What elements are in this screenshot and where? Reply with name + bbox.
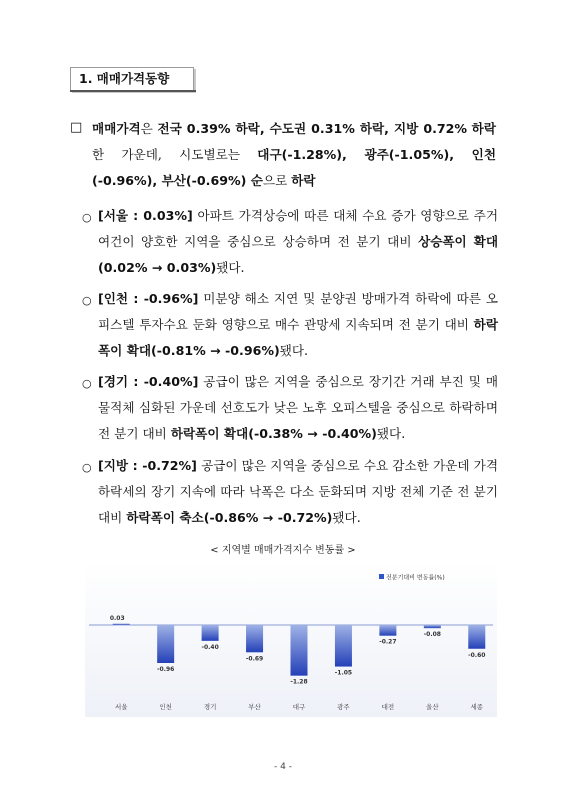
category-label-5: 광주	[337, 703, 350, 711]
bar-8	[468, 625, 485, 649]
region-lead: [지방 : -0.72%]	[98, 458, 197, 473]
region-body: 미분양 해소 지연 및 분양권 방매가격 하락에 따른 오피스텔 투자수요 둔화 영향으로 매수 관망세 지속되며 전 분기 대비	[98, 291, 498, 332]
region-lead: [경기 : -0.40%]	[98, 374, 199, 389]
section-heading	[70, 67, 194, 91]
square-bullet-icon: □	[70, 120, 83, 135]
region-paragraph-incheon	[98, 286, 498, 364]
chart-caption: < 지역별 매매가격지수 변동률 >	[210, 545, 356, 556]
summary-regions: 대구(-1.28%), 광주(-1.05%), 인천	[257, 147, 496, 162]
region-lead: [서울 : 0.03%]	[98, 208, 193, 223]
category-label-0: 서울	[114, 703, 128, 711]
category-label-6: 대전	[381, 703, 395, 711]
summary-decline: 하락	[471, 121, 496, 136]
summary-regions-cont: (-0.96%), 부산(-0.69%) 순	[92, 173, 263, 188]
region-highlight: 하락폭이 확대(-0.38% → -0.40%)	[170, 426, 377, 441]
category-label-1: 인천	[159, 703, 172, 711]
category-label-7: 울산	[426, 703, 439, 711]
summary-text-1: 은	[140, 121, 158, 136]
summary-national: 전국 0.39% 하락, 수도권 0.31% 하락, 지방 0.72%	[157, 121, 468, 136]
page-number: - 4 -	[274, 762, 292, 772]
data-label-5: -1.05	[334, 669, 353, 677]
data-label-3: -0.69	[245, 655, 264, 663]
data-label-6: -0.27	[379, 638, 397, 646]
category-label-2: 경기	[203, 703, 217, 711]
category-label-4: 대구	[292, 703, 306, 711]
region-highlight: 하락폭이 축소(-0.86% → -0.72%)	[126, 510, 333, 525]
heading-underline	[70, 90, 196, 92]
section-title: 1. 매매가격동향	[79, 71, 170, 86]
summary-text-2: 한 가운데, 시도별로는	[92, 147, 258, 162]
legend-label: 전분기대비 변동률(%)	[386, 574, 445, 582]
data-label-0: 0.03	[109, 615, 125, 622]
bar-2	[202, 625, 219, 641]
category-label-8: 세종	[470, 703, 484, 711]
region-tail: 됐다.	[332, 510, 361, 525]
bar-4	[291, 625, 308, 676]
summary-subject: 매매가격	[92, 121, 141, 136]
summary-decline-2: 하락	[291, 173, 316, 188]
data-label-4: -1.28	[290, 678, 308, 686]
circle-bullet-icon: ○	[82, 377, 92, 390]
region-tail: 됐다.	[279, 343, 309, 358]
bar-6	[379, 625, 396, 636]
region-highlight: 하락폭이 확대(-0.81% → -0.96%)	[98, 317, 498, 358]
bar-7	[424, 625, 441, 628]
data-label-2: -0.40	[201, 643, 219, 651]
bar-3	[246, 625, 263, 652]
regional-price-change-chart	[85, 561, 497, 717]
region-body: 공급이 많은 지역을 중심으로 수요 감소한 가운데 가격 하락세의 장기 지속에 따라 낙폭은 다소 둔화되며 지방 전체 기준 전 분기 대비	[98, 458, 498, 525]
summary-paragraph	[92, 116, 496, 194]
bar-0	[113, 624, 130, 626]
data-label-8: -0.60	[468, 651, 486, 659]
summary-text-3: 으로	[262, 173, 292, 188]
region-paragraph-gyeonggi	[98, 369, 498, 447]
region-body: 아파트 가격상승에 따른 대체 수요 증가 영향으로 주거여건이 양호한 지역을 중심으로 상승하며 전 분기 대비	[98, 208, 499, 249]
region-tail: 됐다.	[216, 260, 245, 275]
region-paragraph-seoul	[98, 203, 498, 281]
data-label-1: -0.96	[157, 666, 175, 673]
category-label-3: 부산	[248, 703, 261, 711]
circle-bullet-icon: ○	[82, 211, 92, 224]
region-body: 공급이 많은 지역을 중심으로 장기간 거래 부진 및 매물적체 심화된 가운데 선호도가 낮은 노후 오피스텔을 중심으로 하락하며 전 분기 대비	[98, 374, 498, 441]
circle-bullet-icon: ○	[82, 294, 92, 307]
region-lead: [인천 : -0.96%]	[98, 291, 199, 306]
bar-5	[335, 625, 352, 667]
region-tail: 됐다.	[376, 426, 406, 441]
bar-1	[157, 625, 174, 663]
region-paragraph-provinces	[98, 453, 498, 531]
circle-bullet-icon: ○	[82, 461, 92, 474]
data-label-7: -0.08	[423, 631, 441, 639]
region-highlight: 상승폭이 확대(0.02% → 0.03%)	[98, 234, 498, 275]
legend-swatch	[379, 574, 384, 579]
